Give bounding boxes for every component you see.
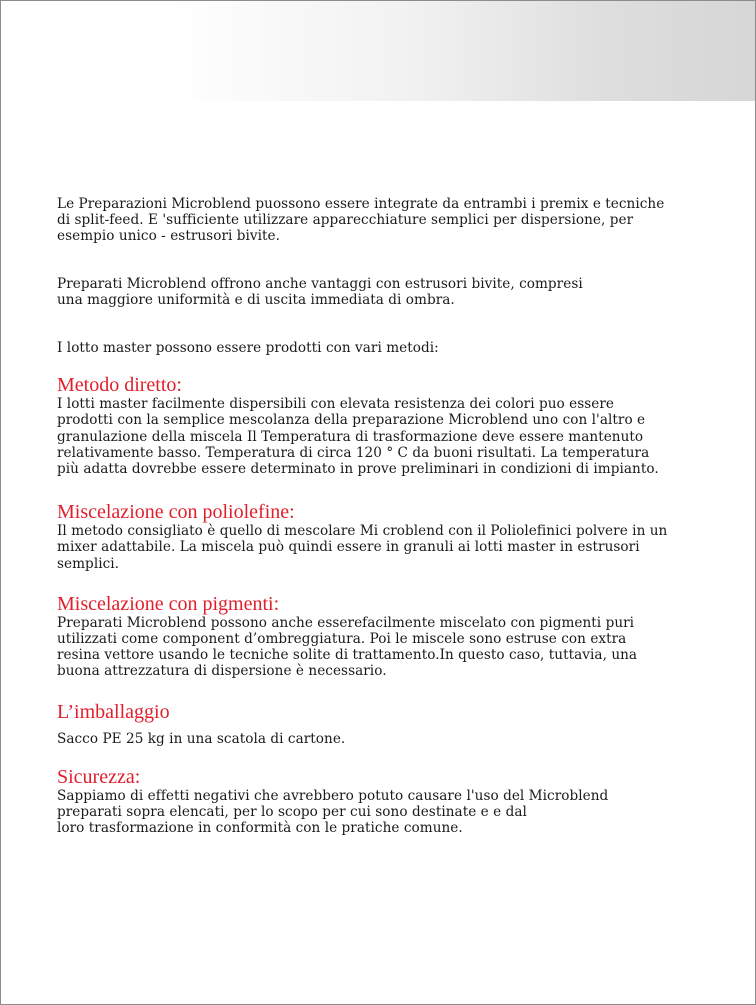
intro-paragraph-2: Preparati Microblend offrono anche vantaggi con estrusori bivite, compresi una maggiore uniformità e di uscita immediata di ombra. bbox=[57, 275, 583, 308]
section-heading-metodo-diretto: Metodo diretto: bbox=[57, 374, 182, 397]
intro-paragraph-3: I lotto master possono essere prodotti con vari metodi: bbox=[57, 340, 439, 357]
section-heading-imballaggio: L’imballaggio bbox=[57, 700, 170, 723]
section-text-sicurezza: Sappiamo di effetti negativi che avrebbero potuto causare l'uso del Microblend preparati sopra elencati, per lo scopo per cui sono destinate e e dal loro trasformazione in conformità con le pratiche comune. bbox=[57, 787, 609, 837]
section-text-imballaggio: Sacco PE 25 kg in una scatola di cartone. bbox=[57, 730, 346, 747]
document-content bbox=[57, 196, 707, 836]
section-heading-poliolefine: Miscelazione con poliolefine: bbox=[57, 501, 295, 524]
section-text-pigmenti: Preparati Microblend possono anche esserefacilmente miscelato con pigmenti puri utilizzati come component d’ombreggiatura. Poi le miscele sono estruse con extra resina vettore usando le tecniche solite di trattamento.In questo caso, tuttavia, una buona attrezzatura di dispersione è necessario. bbox=[57, 614, 638, 680]
section-text-metodo-diretto: I lotti master facilmente dispersibili con elevata resistenza dei colori puo essere prodotti con la semplice mescolanza della preparazione Microblend uno con l'altro e granulazione della miscela Il Temperatura di trasformazione deve essere mantenuto relativamente basso. Temperatura di circa 120 ° C da buoni risultati. La temperatura più adatta dovrebbe essere determinato in prove preliminari in condizioni di impianto. bbox=[57, 396, 659, 478]
section-text-poliolefine: Il metodo consigliato è quello di mescolare Mi croblend con il Poliolefinici polvere in un mixer adattabile. La miscela può quindi essere in granuli ai lotti master in estrusori semplici. bbox=[57, 523, 668, 572]
section-heading-sicurezza: Sicurezza: bbox=[57, 765, 141, 788]
header-gradient-band bbox=[1, 1, 756, 101]
section-heading-pigmenti: Miscelazione con pigmenti: bbox=[57, 592, 280, 615]
intro-paragraph-1: Le Preparazioni Microblend puossono essere integrate da entrambi i premix e tecniche di split-feed. E 'sufficiente utilizzare apparecchiature semplici per dispersione, per esempio unico - estrusori bivite. bbox=[57, 196, 665, 245]
